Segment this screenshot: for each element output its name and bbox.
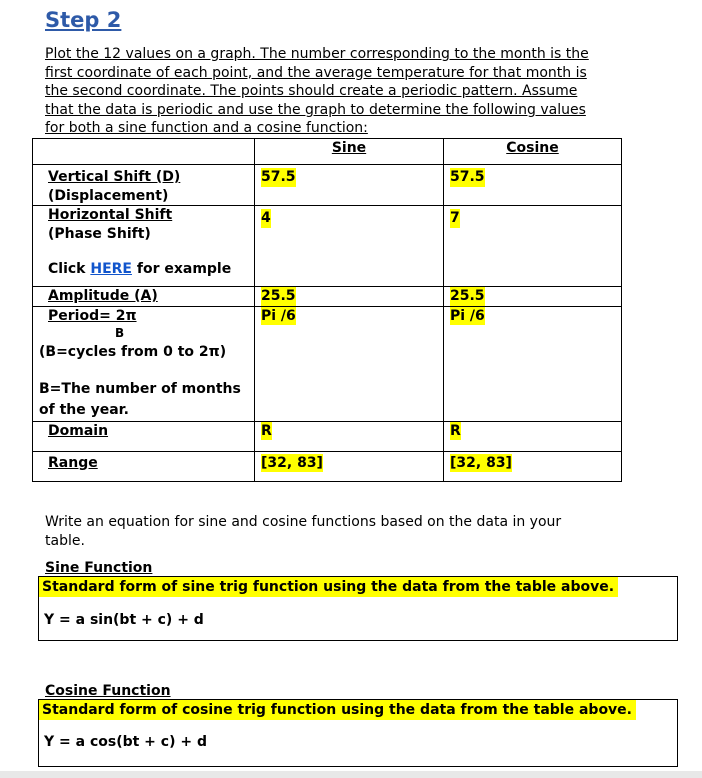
label-domain bbox=[33, 421, 255, 451]
table-row-horizontal-shift bbox=[33, 206, 622, 287]
cell-range-cosine[interactable] bbox=[444, 451, 622, 481]
values-table bbox=[32, 138, 622, 482]
vertical-shift-label: Vertical Shift (D) bbox=[48, 169, 181, 185]
value-vertical-shift-cosine: 57.5 bbox=[450, 169, 485, 185]
table-row-vertical-shift bbox=[33, 165, 622, 206]
period-note-months: B=The number of months of the year. bbox=[39, 380, 241, 418]
table-row-period bbox=[33, 306, 622, 421]
cell-amplitude-cosine[interactable] bbox=[444, 287, 622, 307]
value-vertical-shift-sine: 57.5 bbox=[261, 169, 296, 185]
cell-period-sine[interactable] bbox=[255, 306, 444, 421]
header-cosine: Cosine bbox=[444, 139, 622, 165]
period-label: Period= 2π bbox=[48, 307, 137, 324]
label-range bbox=[33, 451, 255, 481]
header-sine: Sine bbox=[255, 139, 444, 165]
value-domain-cosine: R bbox=[450, 422, 461, 439]
label-horizontal-shift bbox=[33, 206, 255, 287]
amplitude-label: Amplitude (A) bbox=[48, 288, 158, 304]
cosine-box-heading: Standard form of cosine trig function using the data from the table above. bbox=[39, 700, 636, 720]
value-period-sine: Pi /6 bbox=[261, 307, 296, 324]
value-range-sine: [32, 83] bbox=[261, 454, 323, 471]
cosine-function-heading: Cosine Function bbox=[45, 683, 171, 699]
cell-period-cosine[interactable] bbox=[444, 306, 622, 421]
bottom-scroll-bar bbox=[0, 771, 702, 778]
domain-label: Domain bbox=[48, 422, 109, 439]
click-prefix: Click bbox=[48, 261, 91, 277]
sine-box-heading: Standard form of sine trig function using the data from the table above. bbox=[39, 577, 618, 597]
step-title: Step 2 bbox=[45, 8, 122, 32]
label-period bbox=[33, 306, 255, 421]
table-row-range bbox=[33, 451, 622, 481]
period-note-cycles: (B=cycles from 0 to 2π) bbox=[39, 344, 227, 360]
cell-domain-cosine[interactable] bbox=[444, 421, 622, 451]
value-period-cosine: Pi /6 bbox=[450, 307, 485, 324]
intro-paragraph: Plot the 12 values on a graph. The number corresponding to the month is the first coordinate of each point, and the average temperature for that month is the second coordinate. The points should create a periodic pattern. Assume that the data is periodic and use the graph to determine the following values for both a sine function and a cosine function: bbox=[45, 46, 589, 137]
cosine-equation: Y = a cos(bt + c) + d bbox=[44, 734, 207, 750]
sine-answer-box[interactable] bbox=[38, 576, 678, 641]
table-row-amplitude bbox=[33, 287, 622, 307]
range-label: Range bbox=[48, 454, 98, 471]
click-here-line bbox=[33, 260, 254, 279]
value-domain-sine: R bbox=[261, 422, 272, 439]
value-horizontal-shift-cosine: 7 bbox=[450, 210, 460, 226]
horizontal-shift-label: Horizontal Shift bbox=[48, 207, 173, 223]
displacement-label: (Displacement) bbox=[48, 187, 169, 204]
table-header-row bbox=[33, 139, 622, 165]
cell-domain-sine[interactable] bbox=[255, 421, 444, 451]
header-empty bbox=[33, 139, 255, 165]
value-amplitude-cosine: 25.5 bbox=[450, 288, 485, 304]
value-horizontal-shift-sine: 4 bbox=[261, 210, 271, 226]
here-link[interactable]: HERE bbox=[90, 261, 132, 277]
cell-horizontal-shift-sine[interactable] bbox=[255, 206, 444, 287]
sine-equation: Y = a sin(bt + c) + d bbox=[44, 612, 204, 628]
value-amplitude-sine: 25.5 bbox=[261, 288, 296, 304]
phase-shift-label: (Phase Shift) bbox=[48, 225, 151, 242]
value-range-cosine: [32, 83] bbox=[450, 454, 512, 471]
cosine-answer-box[interactable] bbox=[38, 699, 678, 767]
cell-vertical-shift-sine[interactable] bbox=[255, 165, 444, 206]
label-vertical-shift bbox=[33, 165, 255, 206]
cell-horizontal-shift-cosine[interactable] bbox=[444, 206, 622, 287]
instructions-text: Write an equation for sine and cosine functions based on the data in your table. bbox=[45, 514, 562, 549]
click-suffix: for example bbox=[131, 261, 232, 277]
cell-vertical-shift-cosine[interactable] bbox=[444, 165, 622, 206]
cell-range-sine[interactable] bbox=[255, 451, 444, 481]
sine-function-heading: Sine Function bbox=[45, 560, 153, 576]
cell-amplitude-sine[interactable] bbox=[255, 287, 444, 307]
table-row-domain bbox=[33, 421, 622, 451]
label-amplitude bbox=[33, 287, 255, 307]
period-denominator: B bbox=[115, 326, 125, 340]
